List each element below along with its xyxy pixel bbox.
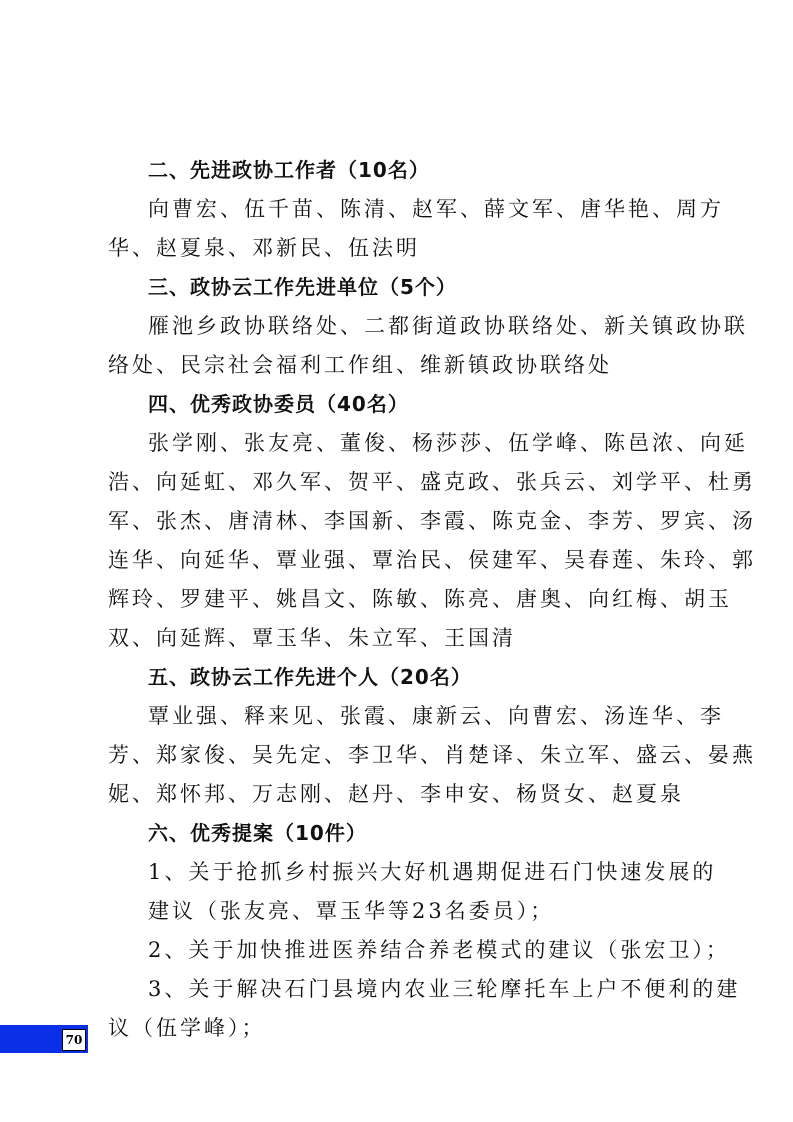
text-line: 辉玲、罗建平、姚昌文、陈敏、陈亮、唐奥、向红梅、胡玉 bbox=[108, 587, 732, 611]
text-line: 芳、郑家俊、吴先定、李卫华、肖楚译、朱立军、盛云、晏燕 bbox=[108, 743, 756, 767]
text-line: 张学刚、张友亮、董俊、杨莎莎、伍学峰、陈邑浓、向延 bbox=[148, 431, 748, 455]
section-heading-advanced-individuals: 五、政协云工作先进个人（20名） bbox=[148, 665, 472, 689]
section-heading-advanced-workers: 二、先进政协工作者（10名） bbox=[148, 158, 430, 182]
text-line: 华、赵夏泉、邓新民、伍法明 bbox=[108, 236, 420, 260]
section-heading-advanced-units: 三、政协云工作先进单位（5个） bbox=[148, 275, 457, 299]
text-line: 双、向延辉、覃玉华、朱立军、王国清 bbox=[108, 626, 516, 650]
text-line: 连华、向延华、覃业强、覃治民、侯建军、吴春莲、朱玲、郭 bbox=[108, 548, 756, 572]
text-line: 妮、郑怀邦、万志刚、赵丹、李申安、杨贤女、赵夏泉 bbox=[108, 782, 684, 806]
proposal-line: 2、关于加快推进医养结合养老模式的建议（张宏卫）； bbox=[148, 938, 730, 962]
page-number: 70 bbox=[62, 1029, 86, 1051]
proposal-line: 3、关于解决石门县境内农业三轮摩托车上户不便利的建 bbox=[148, 977, 741, 1001]
proposal-line: 建议（张友亮、覃玉华等23名委员）； bbox=[148, 899, 555, 923]
text-line: 覃业强、释来见、张霞、康新云、向曹宏、汤连华、李 bbox=[148, 704, 724, 728]
text-line: 雁池乡政协联络处、二都街道政协联络处、新关镇政协联 bbox=[148, 314, 748, 338]
text-line: 浩、向延虹、邓久军、贺平、盛克政、张兵云、刘学平、杜勇 bbox=[108, 470, 756, 494]
proposal-line: 1、关于抢抓乡村振兴大好机遇期促进石门快速发展的 bbox=[148, 860, 717, 884]
section-heading-outstanding-members: 四、优秀政协委员（40名） bbox=[148, 392, 409, 416]
text-line: 向曹宏、伍千苗、陈清、赵军、薛文军、唐华艳、周方 bbox=[148, 197, 724, 221]
text-line: 络处、民宗社会福利工作组、维新镇政协联络处 bbox=[108, 353, 612, 377]
proposal-line: 议（伍学峰）； bbox=[108, 1016, 266, 1040]
page-number-tab bbox=[0, 1025, 88, 1053]
section-heading-outstanding-proposals: 六、优秀提案（10件） bbox=[148, 821, 367, 845]
text-line: 军、张杰、唐清林、李国新、李霞、陈克金、李芳、罗宾、汤 bbox=[108, 509, 756, 533]
